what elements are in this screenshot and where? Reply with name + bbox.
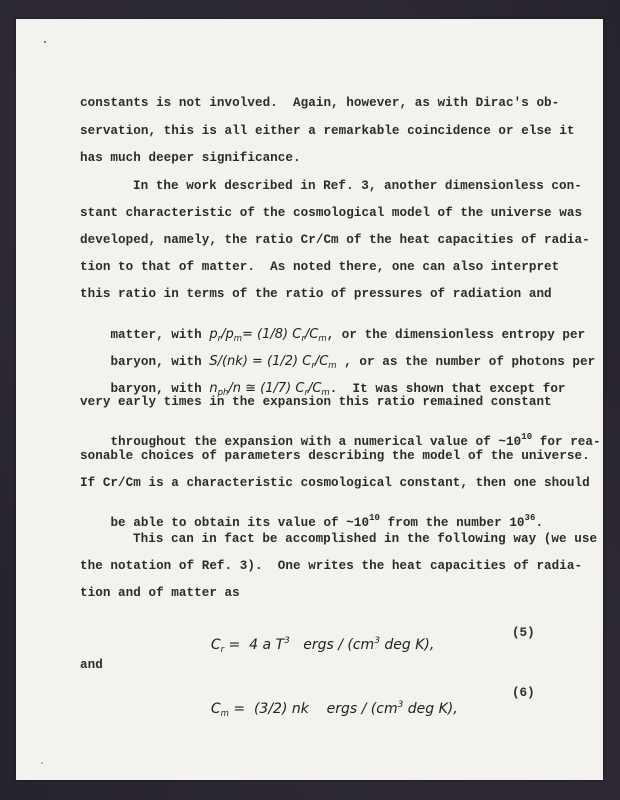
paragraph-2-line-1: In the work described in Ref. 3, another dimensionless con-: [133, 179, 582, 193]
paragraph-2-line-11: sonable choices of parameters describing the model of the universe.: [80, 449, 590, 463]
paragraph-3-line-3: tion and of matter as: [80, 586, 240, 600]
paragraph-1-line-3: has much deeper significance.: [80, 151, 301, 165]
document-page: [16, 19, 603, 780]
paragraph-2-line-5: this ratio in terms of the ratio of pressures of radiation and: [80, 287, 552, 301]
equation-6: $C_m = (3/2)$ nk ergs / ($cm^3$ deg K),: [210, 700, 458, 719]
paragraph-2-line-2: stant characteristic of the cosmological model of the universe was: [80, 206, 583, 220]
equation-5-number: (5): [512, 626, 535, 640]
paragraph-2-line-13: be able to obtain its value of $\sim 10^{10}$ from the number $10^{36}$.: [110, 512, 544, 530]
photon-ratio-formula: $n_{ph}/n$ ≅ (1/7) $C_r/C_m$: [209, 380, 330, 398]
line-text: baryon, with: [110, 381, 210, 396]
equation-6-number: (6): [512, 686, 535, 700]
line-text: matter, with: [110, 327, 210, 342]
equation-5: $C_r = 4$ a $T^3$ ergs / ($cm^3$ deg K),: [210, 636, 435, 655]
exponent: 36: [524, 512, 536, 523]
pressure-ratio-formula: $p_r/p_m= (1/8)$ $C_r/C_m$: [209, 326, 327, 344]
connector-text: and: [80, 658, 103, 672]
paragraph-2-line-12: If Cr/Cm is a characteristic cosmological constant, then one should: [80, 476, 590, 490]
paragraph-3-line-2: the notation of Ref. 3). One writes the heat capacities of radia-: [80, 559, 583, 573]
paragraph-1-line-1: constants is not involved. Again, however, as with Dirac's ob-: [80, 96, 560, 110]
paper-speck: [41, 762, 43, 764]
paragraph-2-line-3: developed, namely, the ratio Cr/Cm of the heat capacities of radia-: [80, 233, 590, 247]
paragraph-1-line-2: servation, this is all either a remarkable coincidence or else it: [80, 124, 575, 138]
paragraph-2-line-10: throughout the expansion with a numerical value of $\sim 10^{10}$ for rea-: [110, 431, 601, 449]
exponent: 10: [369, 512, 380, 523]
entropy-formula: S/(nk) = (1/2) $C_r/C_m$: [209, 353, 337, 371]
line-text: , or the dimensionless entropy per: [326, 327, 586, 342]
paper-speck: [44, 41, 46, 43]
line-text: baryon, with: [110, 354, 210, 369]
line-text: , or as the number of photons per: [336, 354, 596, 369]
line-text: . It was shown that except for: [329, 381, 566, 396]
exponent: 10: [521, 431, 533, 442]
paragraph-2-line-4: tion to that of matter. As noted there, one can also interpret: [80, 260, 560, 274]
paragraph-3-line-1: This can in fact be accomplished in the following way (we use: [133, 532, 598, 546]
paragraph-2-line-9: very early times in the expansion this ratio remained constant: [80, 395, 552, 409]
